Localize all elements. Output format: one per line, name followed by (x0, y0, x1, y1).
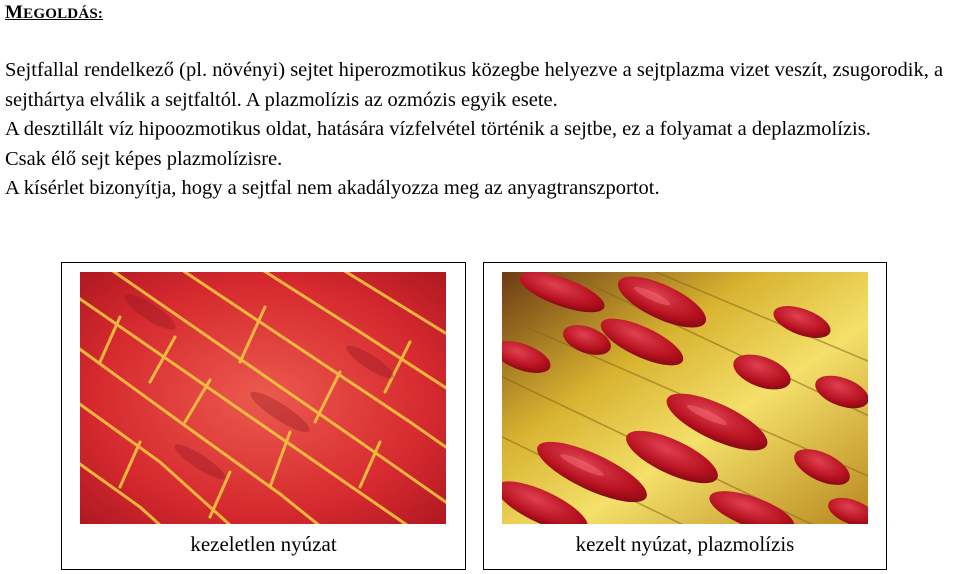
heading-first-letter: M (5, 2, 24, 23)
figure-plasmolysis (483, 262, 887, 570)
explanation-text (5, 56, 955, 204)
paragraph-conclusion: A kísérlet bizonyítja, hogy a sejtfal nem akadályozza meg az anyagtranszportot. (5, 177, 660, 199)
paragraph-living-cell: Csak élő sejt képes plazmolízisre. (5, 147, 283, 170)
untreated-micrograph (80, 272, 446, 524)
figure-caption-plasmolysis: kezelt nyúzat, plazmolízis (575, 532, 795, 556)
heading-rest: EGOLDÁS: (23, 6, 104, 22)
paragraph-deplasmolysis: A desztillált víz hipoozmotikus oldat, hatására vízfelvétel történik a sejtbe, ez a folyamat a deplazmolízis. (5, 118, 871, 140)
paragraph-plasmolysis: Sejtfallal rendelkező (pl. növényi) sejtet hiperozmotikus közegbe helyezve a sejtplazma vizet veszít, zsugorodik, a sejthártya elválik a sejtfaltól. A plazmolízis az ozmózis egyik esete. (5, 59, 944, 111)
plasmolysis-micrograph (502, 272, 868, 524)
section-heading (5, 2, 103, 24)
figure-caption-untreated: kezeletlen nyúzat (190, 532, 337, 556)
figure-untreated (61, 262, 466, 570)
